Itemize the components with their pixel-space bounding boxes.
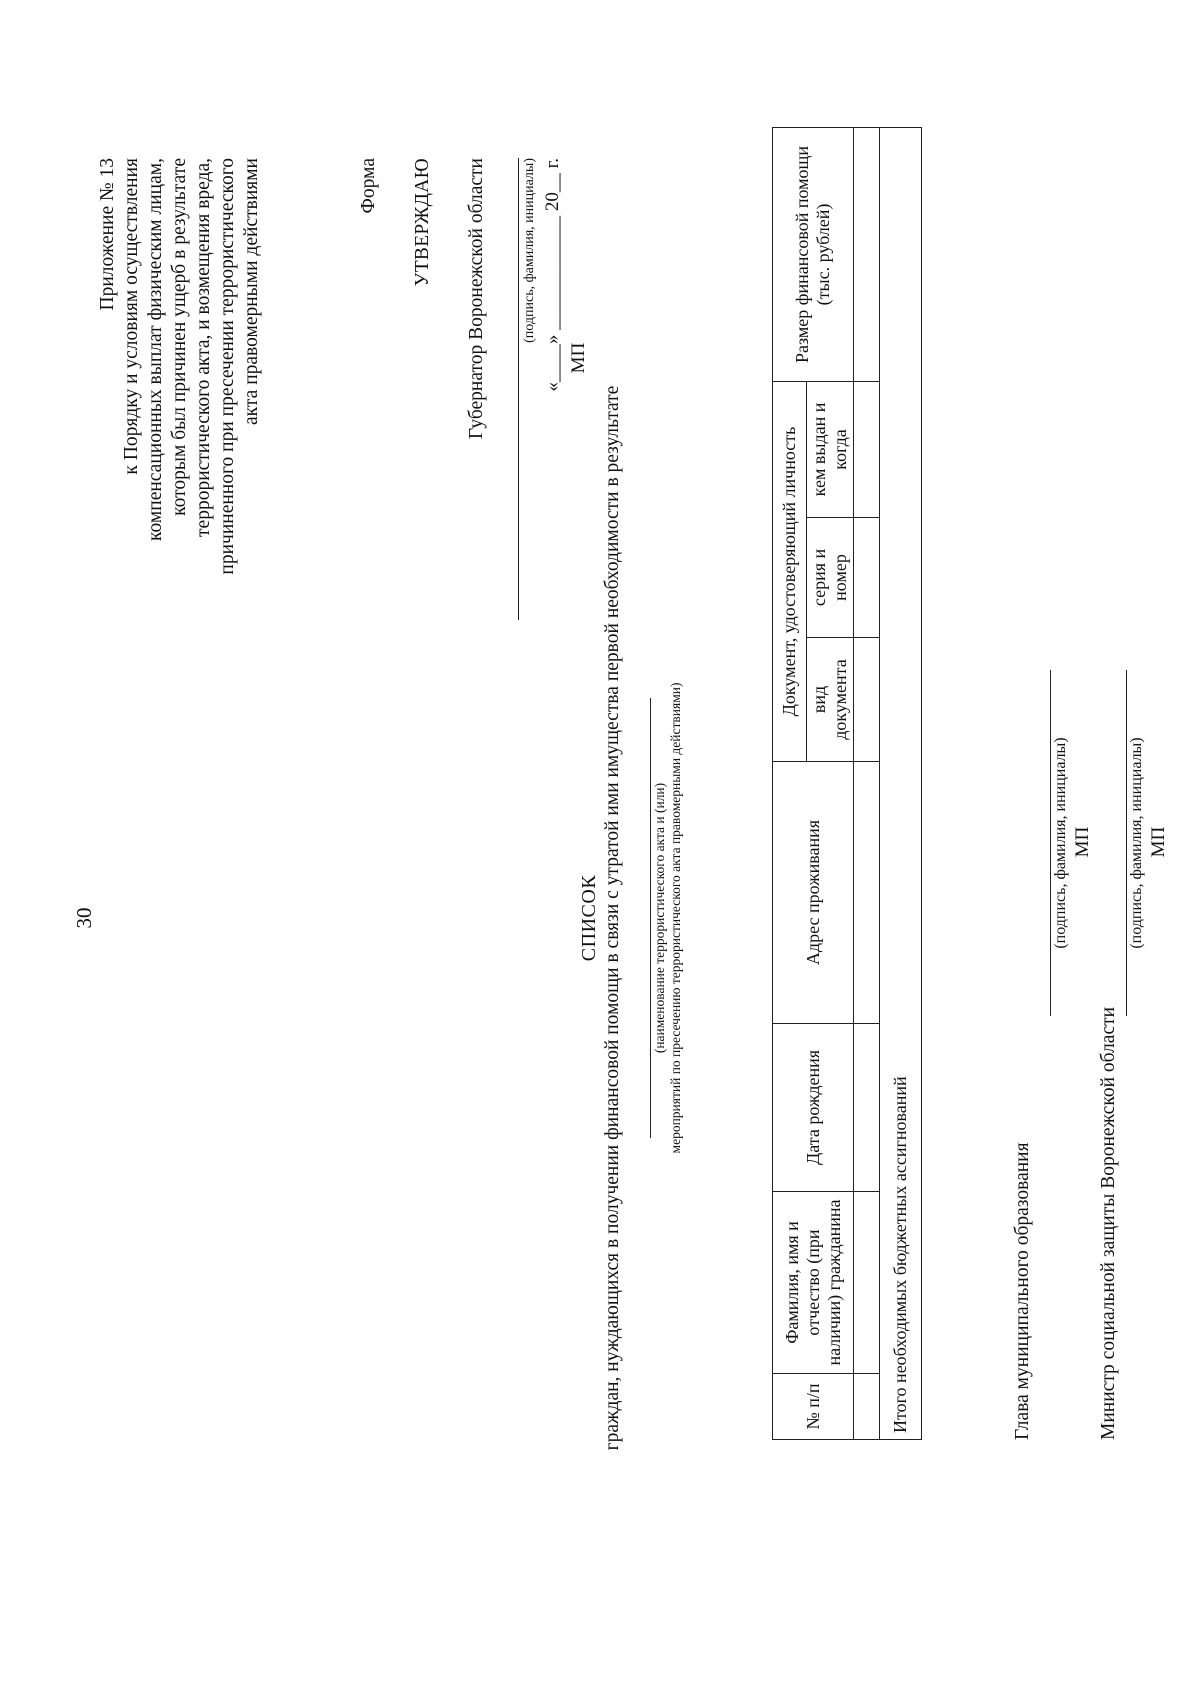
governor-seat-mark: МП [568, 342, 589, 374]
minister-title: Министр социальной защиты Воронежской области [1098, 1006, 1119, 1440]
header-amount: Размер финансовой помощи (тыс. рублей) [773, 127, 854, 381]
header-birth-date: Дата рождения [773, 1024, 854, 1192]
document-subtitle: граждан, нуждающихся в получении финансовой помощи в связи с утратой ими имущества первой необходимости в результате [602, 385, 623, 1451]
header-doc-type: вид документа [807, 638, 854, 762]
page-number: 30 [72, 907, 96, 929]
appendix-line: к Порядку и условиям осуществления [121, 158, 142, 475]
appendix-line: которым был причинен ущерб в результате [169, 158, 190, 516]
event-caption-line1: (наименование террористического акта и (или) [652, 782, 667, 1054]
table-cell [854, 1024, 880, 1192]
header-doc-series: серия и номер [807, 518, 854, 638]
total-row [880, 127, 922, 1439]
header-identity-document: Документ, удостоверяющий личность [773, 381, 807, 761]
minister-seat-mark: МП [1148, 826, 1169, 858]
approval-date-line: «____» ____________ 20__ г. [542, 158, 563, 392]
header-fio: Фамилия, имя и отчество (при наличии) гражданина [773, 1192, 854, 1374]
governor-signature-line [518, 158, 519, 620]
table-cell [854, 1374, 880, 1440]
appendix-line: террористического акта, и возмещения вреда, [193, 158, 214, 537]
municipal-head-title: Глава муниципального образования [1012, 1142, 1033, 1440]
governor-signature-caption: (подпись, фамилия, инициалы) [522, 158, 537, 343]
table-cell [854, 518, 880, 638]
event-name-line [650, 698, 651, 1138]
total-label: Итого необходимых бюджетных ассигнований [880, 127, 922, 1439]
appendix-line: причиненного при пресечении террористического [217, 158, 238, 575]
header-address: Адрес проживания [773, 762, 854, 1024]
table-cell [854, 762, 880, 1024]
table-cell [854, 638, 880, 762]
municipal-head-seat-mark: МП [1072, 826, 1093, 858]
appendix-line: Приложение № 13 [97, 158, 118, 311]
minister-signature-line [1126, 670, 1127, 1016]
table-cell [854, 127, 880, 381]
governor-title: Губернатор Воронежской области [466, 158, 487, 440]
appendix-line: акта правомерными действиями [241, 158, 262, 425]
table-cell [854, 1192, 880, 1374]
municipal-head-signature-line [1050, 670, 1051, 1016]
document-title: СПИСОК [578, 874, 600, 962]
citizens-table [772, 127, 922, 1440]
approve-label: УТВЕРЖДАЮ [412, 158, 433, 287]
minister-signature-caption: (подпись, фамилия, инициалы) [1128, 737, 1145, 949]
event-caption-line2: мероприятий по пресечению террористического акта правомерными действиями) [668, 682, 683, 1154]
header-doc-issued: кем выдан и когда [807, 381, 854, 517]
table-cell [854, 381, 880, 517]
appendix-line: компенсационных выплат физическим лицам, [145, 158, 166, 541]
appendix-header [96, 158, 264, 678]
table-row [854, 127, 880, 1439]
form-label: Форма [358, 158, 379, 214]
header-num: № п/п [773, 1374, 854, 1440]
municipal-head-signature-caption: (подпись, фамилия, инициалы) [1052, 737, 1069, 949]
